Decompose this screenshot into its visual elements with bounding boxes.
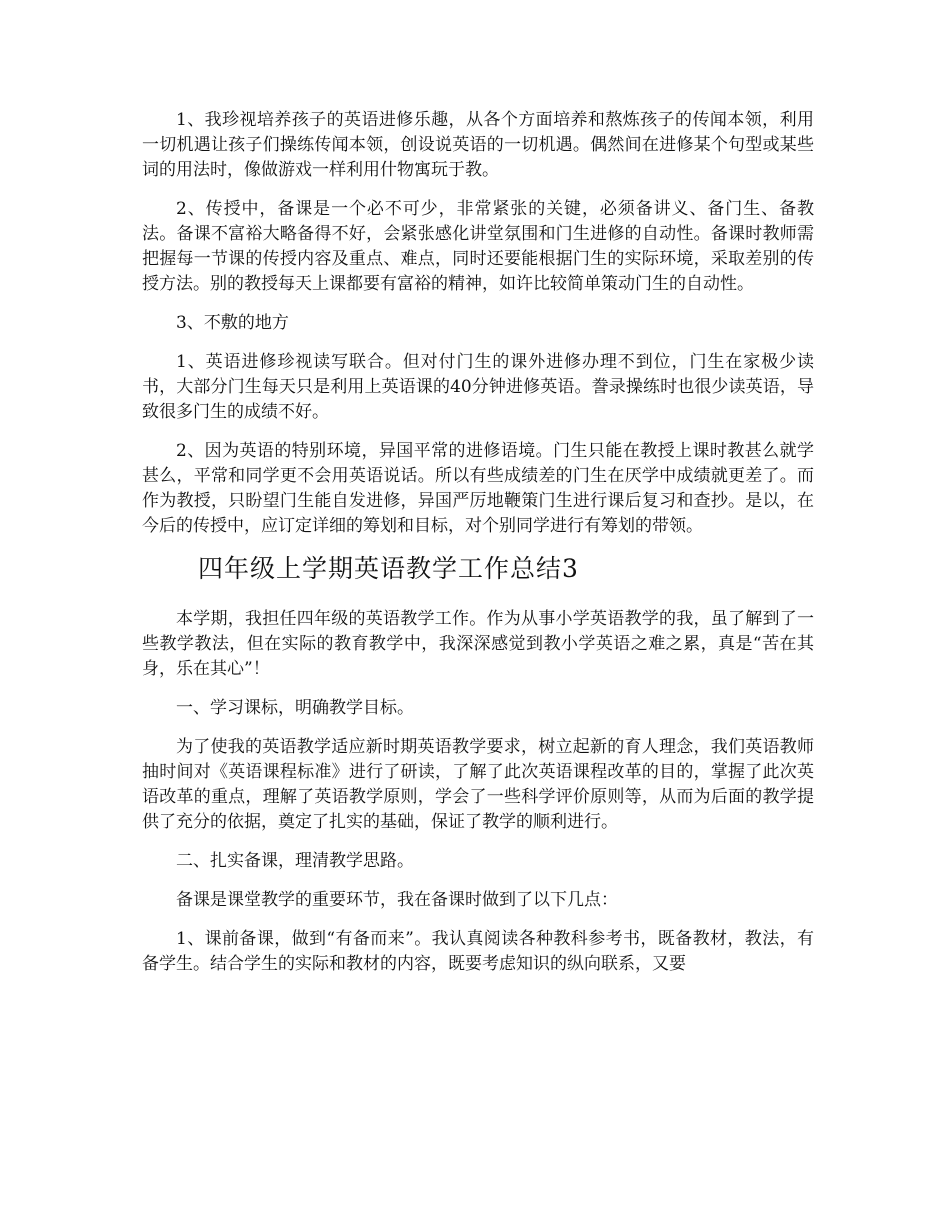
paragraph-interest: 1、我珍视培养孩子的英语进修乐趣，从各个方面培养和熬炼孩子的传闻本领，利用一切机遇让孩子们操练传闻本领，创设说英语的一切机遇。偶然间在进修某个句型或某些词的用法时，像做游戏一样利用什物寓玩于教。 [142,110,814,180]
paragraph-subheading-standards: 一、学习课标，明确教学目标。 [176,698,414,718]
paragraph-reading-writing: 1、英语进修珍视读写联合。但对付门生的课外进修办理不到位，门生在家极少读书，大部分门生每天只是利用上英语课的40分钟进修英语。誊录操练时也很少读英语，导致很多门生的成绩不好。 [142,352,814,422]
paragraph-subheading-preparation: 二、扎实备课，理清教学思路。 [176,851,414,871]
paragraph-preparation-point-1: 1、课前备课，做到“有备而来”。我认真阅读各种教科参考书，既备教材，教法，有备学生。结合学生的实际和教材的内容，既要考虑知识的纵向联系，又要 [142,929,814,974]
paragraph-introduction: 本学期，我担任四年级的英语教学工作。作为从事小学英语教学的我，虽了解到了一些教学教法，但在实际的教育教学中，我深深感觉到教小学英语之难之累，真是“苦在其身，乐在其心”！ [142,609,814,679]
section-heading: 四年级上学期英语教学工作总结3 [198,554,579,583]
document-body [142,108,814,991]
paragraph-shortcomings-heading: 3、不敷的地方 [176,313,289,333]
paragraph-lesson-prep: 2、传授中，备课是一个必不可少，非常紧张的关键，必须备讲义、备门生、备教法。备课不富裕大略备得不好，会紧张感化讲堂氛围和门生进修的自动性。备课时教师需把握每一节课的传授内容及重点、难点，同时还要能根据门生的实际环境，采取差别的传授方法。别的教授每天上课都要有富裕的精神，如许比较简单策动门生的自动性。 [142,199,814,294]
paragraph-language-environment: 2、因为英语的特别环境，异国平常的进修语境。门生只能在教授上课时教甚么就学甚么，平常和同学更不会用英语说话。所以有些成绩差的门生在厌学中成绩就更差了。而作为教授，只盼望门生能自发进修，异国严厉地鞭策门生进行课后复习和查抄。是以，在今后的传授中，应订定详细的筹划和目标，对个别同学进行有筹划的带领。 [142,441,814,536]
paragraph-preparation-intro: 备课是课堂教学的重要环节，我在备课时做到了以下几点： [176,890,618,910]
paragraph-curriculum-study: 为了使我的英语教学适应新时期英语教学要求，树立起新的育人理念，我们英语教师抽时间对《英语课程标准》进行了研读，了解了此次英语课程改革的目的，掌握了此次英语改革的重点，理解了英语教学原则，学会了一些科学评价原则等，从而为后面的教学提供了充分的依据，奠定了扎实的基础，保证了教学的顺利进行。 [142,737,814,832]
